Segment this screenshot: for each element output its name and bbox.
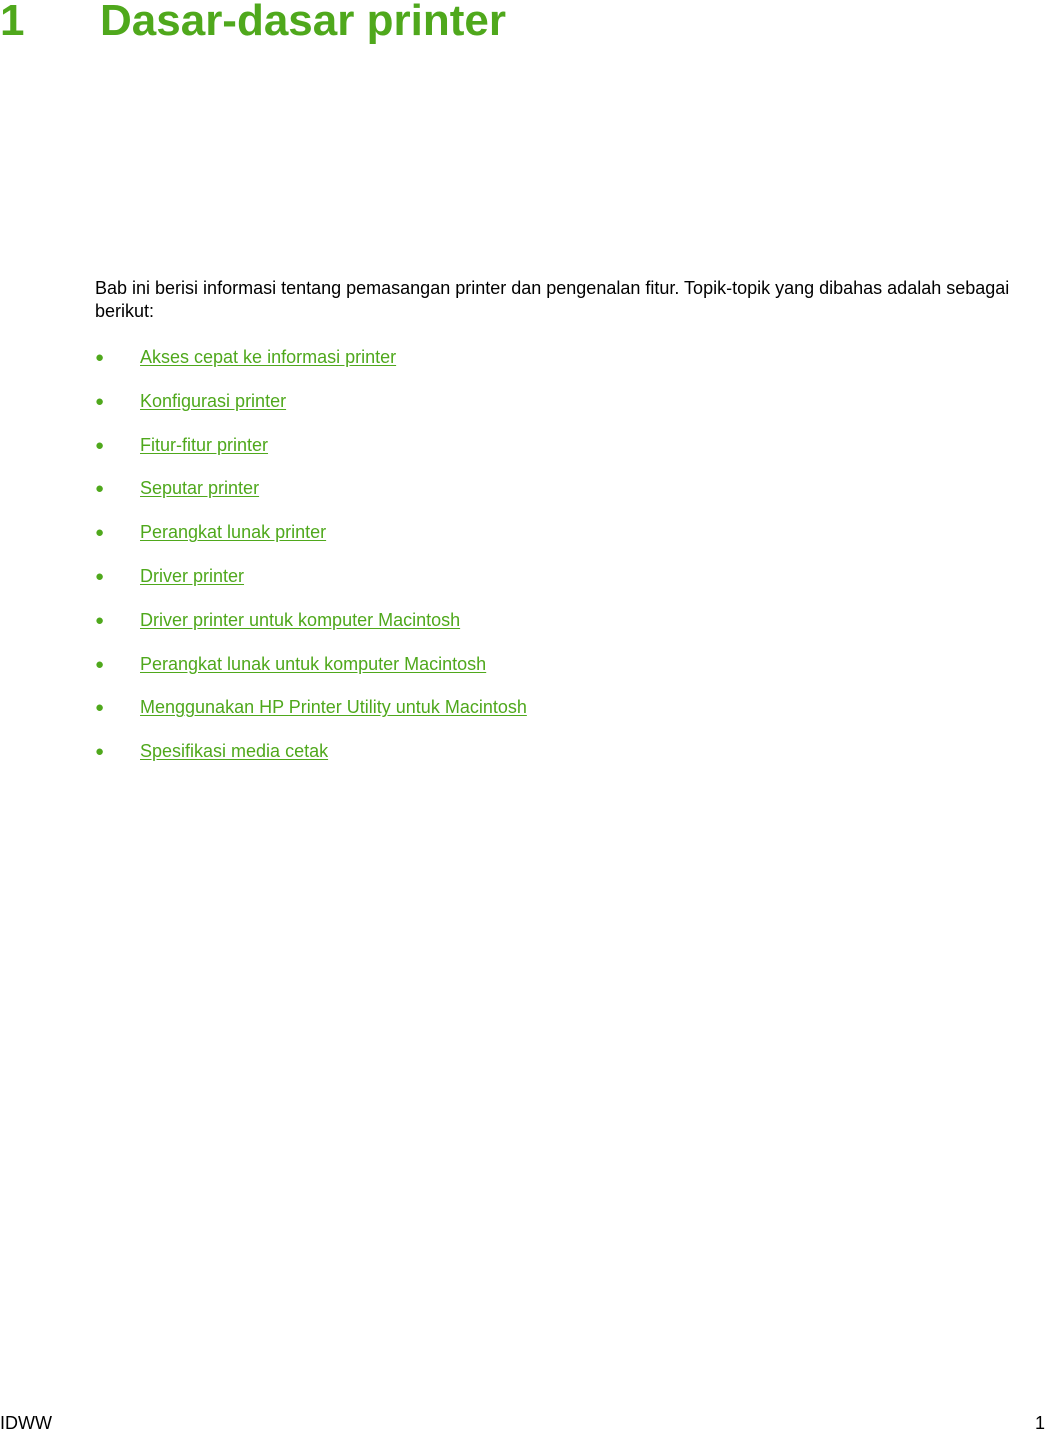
topic-link-hp-printer-utility[interactable]: Menggunakan HP Printer Utility untuk Macintosh	[140, 697, 527, 718]
bullet-icon: ●	[95, 436, 105, 454]
topic-link-seputar[interactable]: Seputar printer	[140, 478, 260, 499]
bullet-icon: ●	[95, 655, 105, 673]
topic-link-driver-macintosh[interactable]: Driver printer untuk komputer Macintosh	[140, 609, 461, 630]
topic-link-akses-cepat[interactable]: Akses cepat ke informasi printer	[140, 347, 397, 367]
footer-doc-id: IDWW	[0, 1413, 52, 1433]
chapter-heading	[0, 0, 506, 48]
bullet-icon: ●	[95, 699, 105, 717]
footer-page-number: 1	[1034, 1413, 1045, 1433]
bullet-icon: ●	[95, 480, 105, 498]
topic-link-fitur[interactable]: Fitur-fitur printer	[140, 434, 269, 455]
bullet-icon: ●	[95, 392, 105, 410]
intro-paragraph: Bab ini berisi informasi tentang pemasangan printer dan pengenalan fitur. Topik-topik yang dibahas adalah sebagai berikut:	[95, 278, 1010, 321]
topic-link-perangkat-lunak[interactable]: Perangkat lunak printer	[140, 522, 327, 543]
topic-link-konfigurasi[interactable]: Konfigurasi printer	[140, 390, 287, 411]
bullet-icon: ●	[95, 611, 105, 629]
topic-link-driver[interactable]: Driver printer	[140, 565, 245, 586]
topic-link-perangkat-lunak-macintosh[interactable]: Perangkat lunak untuk komputer Macintosh	[140, 653, 487, 674]
chapter-number: 1	[0, 0, 25, 45]
bullet-icon: ●	[95, 567, 105, 585]
bullet-icon: ●	[95, 743, 105, 761]
bullet-icon: ●	[95, 524, 105, 542]
bullet-icon: ●	[95, 349, 105, 366]
topic-link-spesifikasi-media[interactable]: Spesifikasi media cetak	[140, 741, 329, 762]
chapter-title: Dasar-dasar printer	[100, 0, 506, 45]
